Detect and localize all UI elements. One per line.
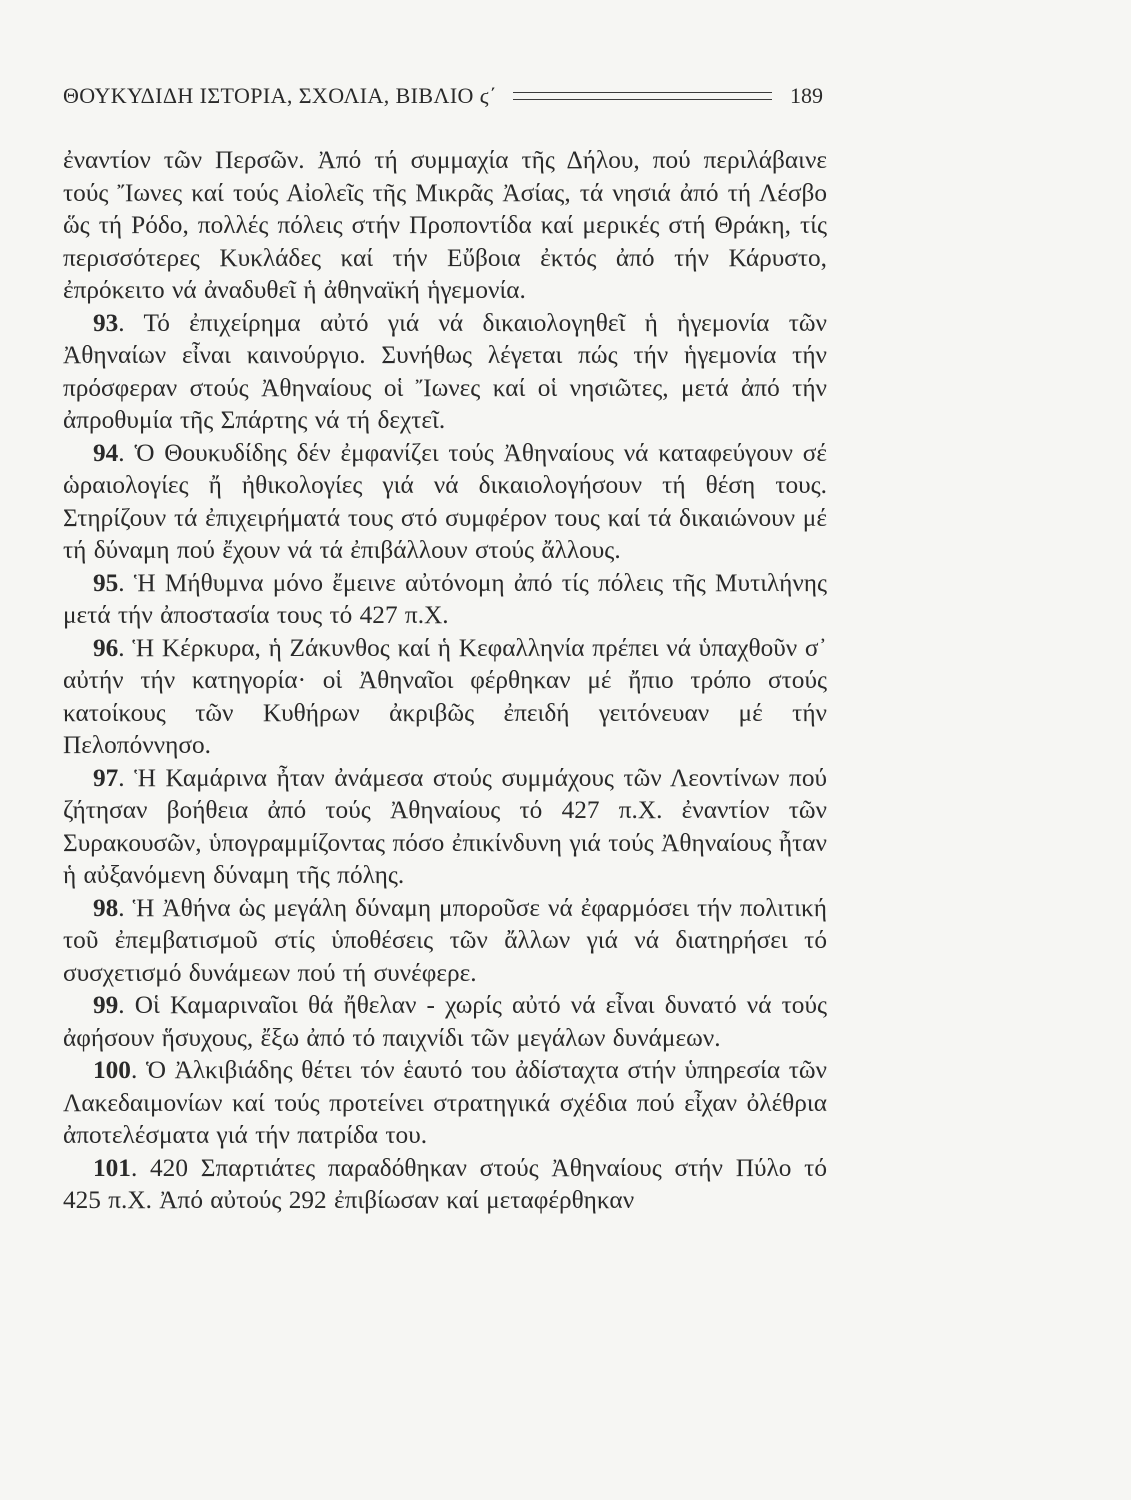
note-101: 101. 420 Σπαρτιάτες παραδόθηκαν στούς Ἀθηναίους στήν Πύλο τό 425 π.Χ. Ἀπό αὐτούς 292 ἐπιβίωσαν καί μεταφέρθηκαν (63, 1153, 827, 1214)
page-number: 189 (790, 83, 823, 108)
note-text: Ἡ Καμάρινα ἦταν ἀνάμεσα στούς συμμάχους τῶν Λεοντίνων πού ζήτησαν βοήθεια ἀπό τούς Ἀθηναίους τό 427 π.Χ. ἐναντίον τῶν Συρακουσῶν, ὑπογραμμίζοντας πόσο ἐπικίνδυνη γιά τούς Ἀθηναίους ἦταν ἡ αὐξανόμενη δύναμη τῆς πόλης. (63, 763, 827, 889)
note-text: Οἱ Καμαριναῖοι θά ἤθελαν - χωρίς αὐτό νά εἶναι δυνατό νά τούς ἀφήσουν ἥσυχους, ἔξω ἀπό τό παιχνίδι τῶν μεγάλων δυνάμεων. (63, 991, 827, 1052)
running-title: ΘΟΥΚΥΔΙΔΗ ΙΣΤΟΡΙΑ, ΣΧΟΛΙΑ, ΒΙΒΛΙΟ ϛ΄ (63, 83, 498, 108)
note-93: 93. Τό ἐπιχείρημα αὐτό γιά νά δικαιολογηθεῖ ἡ ἡγεμονία τῶν Ἀθηναίων εἶναι καινούργιο. Συνήθως λέγεται πώς τήν ἡγεμονία τήν πρόσφεραν στούς Ἀθηναίους οἱ Ἴωνες καί οἱ νησιῶτες, μετά ἀπό τήν ἀπροθυμία τῆς Σπάρτης νά τή δεχτεῖ. (63, 308, 827, 434)
note-text: Ἡ Ἀθήνα ὡς μεγάλη δύναμη μποροῦσε νά ἐφαρμόσει τήν πολιτική τοῦ ἐπεμβατισμοῦ στίς ὑποθέσεις τῶν ἄλλων γιά νά διατηρήσει τό συσχετισμό δυνάμεων πού τή συνέφερε. (63, 893, 827, 987)
note-97: 97. Ἡ Καμάρινα ἦταν ἀνάμεσα στούς συμμάχους τῶν Λεοντίνων πού ζήτησαν βοήθεια ἀπό τούς Ἀθηναίους τό 427 π.Χ. ἐναντίον τῶν Συρακουσῶν, ὑπογραμμίζοντας πόσο ἐπικίνδυνη γιά τούς Ἀθηναίους ἦταν ἡ αὐξανόμενη δύναμη τῆς πόλης. (63, 763, 827, 889)
note-number: 93 (93, 308, 119, 337)
note-text: Ὁ Θουκυδίδης δέν ἐμφανίζει τούς Ἀθηναίους νά καταφεύγουν σέ ὡραιολογίες ἤ ἠθικολογίες γιά νά δικαιολογήσουν τή θέση τους. Στηρίζουν τά ἐπιχειρήματά τους στό συμφέρον τους καί τά δικαιώνουν μέ τή δύναμη πού ἔχουν νά τά ἐπιβάλλουν στούς ἄλλους. (63, 438, 827, 564)
note-text: Ὁ Ἀλκιβιάδης θέτει τόν ἑαυτό του ἀδίσταχτα στήν ὑπηρεσία τῶν Λακεδαιμονίων καί τούς προτείνει στρατηγικά σχέδια πού εἶχαν ὀλέθρια ἀποτελέσματα γιά τήν πατρίδα του. (63, 1056, 827, 1149)
note-number: 98 (93, 893, 119, 922)
note-text: Ἡ Μήθυμνα μόνο ἔμεινε αὐτόνομη ἀπό τίς πόλεις τῆς Μυτιλήνης μετά τήν ἀποστασία τους τό 427 π.Χ. (63, 568, 828, 629)
note-number: 101 (93, 1153, 131, 1182)
note-100: 100. Ὁ Ἀλκιβιάδης θέτει τόν ἑαυτό του ἀδίσταχτα στήν ὑπηρεσία τῶν Λακεδαιμονίων καί τούς προτείνει στρατηγικά σχέδια πού εἶχαν ὀλέθρια ἀποτελέσματα γιά τήν πατρίδα του. (63, 1056, 827, 1149)
note-95: 95. Ἡ Μήθυμνα μόνο ἔμεινε αὐτόνομη ἀπό τίς πόλεις τῆς Μυτιλήνης μετά τήν ἀποστασία τους τό 427 π.Χ. (63, 568, 828, 629)
page-header (63, 78, 823, 114)
note-99: 99. Οἱ Καμαριναῖοι θά ἤθελαν - χωρίς αὐτό νά εἶναι δυνατό νά τούς ἀφήσουν ἥσυχους, ἔξω ἀπό τό παιχνίδι τῶν μεγάλων δυνάμεων. (63, 991, 827, 1052)
note-text: Ἡ Κέρκυρα, ἡ Ζάκυνθος καί ἡ Κεφαλληνία πρέπει νά ὑπαχθοῦν σ᾽ αὐτήν τήν κατηγορία· οἱ Ἀθηναῖοι φέρθηκαν μέ ἤπιο τρόπο στούς κατοίκους τῶν Κυθήρων ἀκριβῶς ἐπειδή γειτόνευαν μέ τήν Πελοπόννησο. (63, 633, 827, 759)
continuation-paragraph: ἐναντίον τῶν Περσῶν. Ἀπό τή συμμαχία τῆς Δήλου, πού περιλάβαινε τούς Ἴωνες καί τούς Αἰολεῖς τῆς Μικρᾶς Ἀσίας, τά νησιά ἀπό τή Λέσβο ὥς τή Ρόδο, πολλές πόλεις στήν Προποντίδα καί μερικές στή Θράκη, τίς περισσότερες Κυκλάδες καί τήν Εὔβοια ἐκτός ἀπό τήν Κάρυστο, ἐπρόκειτο νά ἀναδυθεῖ ἡ ἀθηναϊκή ἡγεμονία. (63, 146, 827, 304)
note-number: 94 (93, 438, 119, 467)
note-number: 100 (93, 1056, 131, 1084)
page-body (63, 144, 827, 1217)
note-number: 99 (93, 991, 119, 1019)
note-text: 420 Σπαρτιάτες παραδόθηκαν στούς Ἀθηναίους στήν Πύλο τό 425 π.Χ. Ἀπό αὐτούς 292 ἐπιβίωσαν καί μεταφέρθηκαν (63, 1153, 827, 1214)
note-number: 96 (93, 633, 119, 662)
header-double-rule (513, 92, 772, 100)
note-number: 97 (93, 763, 119, 792)
note-96: 96. Ἡ Κέρκυρα, ἡ Ζάκυνθος καί ἡ Κεφαλληνία πρέπει νά ὑπαχθοῦν σ᾽ αὐτήν τήν κατηγορία· οἱ Ἀθηναῖοι φέρθηκαν μέ ἤπιο τρόπο στούς κατοίκους τῶν Κυθήρων ἀκριβῶς ἐπειδή γειτόνευαν μέ τήν Πελοπόννησο. (63, 633, 827, 759)
note-text: Τό ἐπιχείρημα αὐτό γιά νά δικαιολογηθεῖ ἡ ἡγεμονία τῶν Ἀθηναίων εἶναι καινούργιο. Συνήθως λέγεται πώς τήν ἡγεμονία τήν πρόσφεραν στούς Ἀθηναίους οἱ Ἴωνες καί οἱ νησιῶτες, μετά ἀπό τήν ἀπροθυμία τῆς Σπάρτης νά τή δεχτεῖ. (63, 308, 827, 434)
note-number: 95 (93, 568, 119, 597)
note-98: 98. Ἡ Ἀθήνα ὡς μεγάλη δύναμη μποροῦσε νά ἐφαρμόσει τήν πολιτική τοῦ ἐπεμβατισμοῦ στίς ὑποθέσεις τῶν ἄλλων γιά νά διατηρήσει τό συσχετισμό δυνάμεων πού τή συνέφερε. (63, 893, 827, 987)
note-94: 94. Ὁ Θουκυδίδης δέν ἐμφανίζει τούς Ἀθηναίους νά καταφεύγουν σέ ὡραιολογίες ἤ ἠθικολογίες γιά νά δικαιολογήσουν τή θέση τους. Στηρίζουν τά ἐπιχειρήματά τους στό συμφέρον τους καί τά δικαιώνουν μέ τή δύναμη πού ἔχουν νά τά ἐπιβάλλουν στούς ἄλλους. (63, 438, 827, 564)
